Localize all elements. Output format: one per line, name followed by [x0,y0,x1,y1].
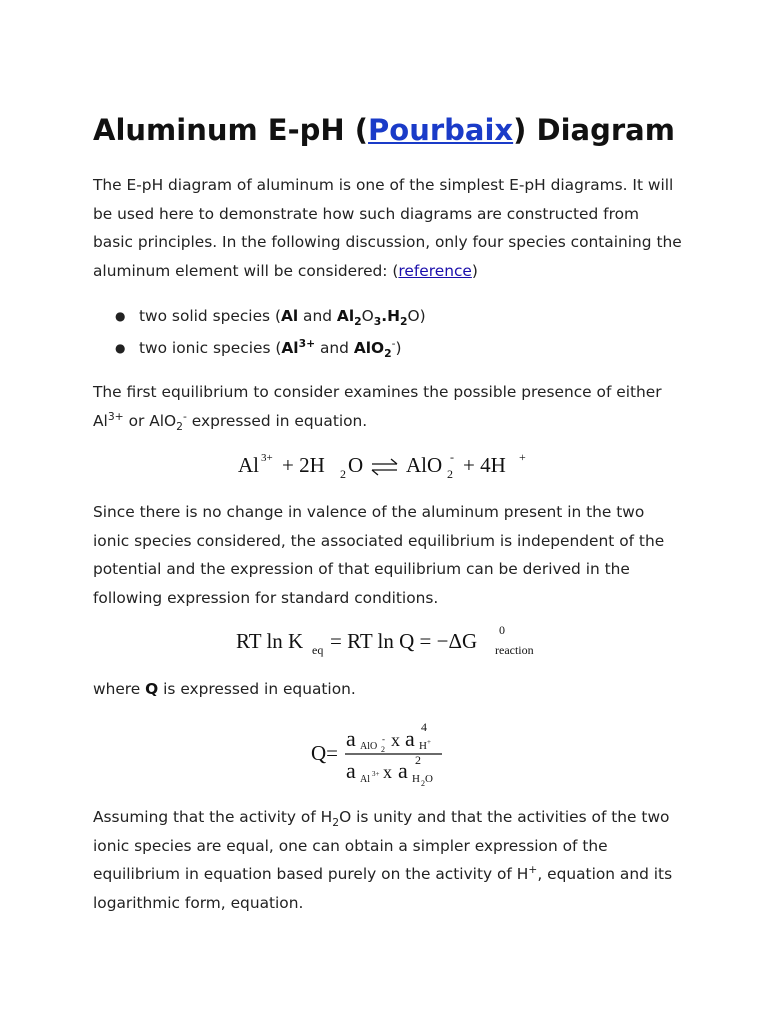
eq1-o: O [348,453,364,477]
p4-b: O is unity and that the activities of the two ionic species are equal, one can obtain a simpler expression of the equilibrium in equation based purely on the activity of H [93,808,670,883]
p4-a: Assuming that the activity of H [93,808,333,826]
and-text: and [315,339,354,357]
equation-2-svg [224,618,544,664]
eq3-a1: a [346,726,356,751]
sup-minus: - [391,336,396,350]
intro-text: The E-pH diagram of aluminum is one of the simplest E-pH diagrams. It will be used here to demonstrate how such diagrams are constructed from basic principles. In the following discussion, only four species containing the aluminum element will be considered: ( [93,176,682,280]
eq3-a1-sup: - [382,734,385,744]
eq1-h-sup: + [519,450,526,464]
eq3-a3-sub: Al [360,774,370,785]
intro-close: ) [471,261,478,280]
eq2-sup-zero: 0 [499,623,505,637]
sub-2: 2 [384,347,392,361]
p1-b: or AlO [123,411,177,430]
al-label: Al [280,307,299,325]
p1-sub: 2 [176,419,183,433]
eq3-a4-sub2: 2 [421,779,425,788]
eq3-a2-sub: H [419,740,427,752]
eq3-a3-subsup: 3+ [372,770,380,778]
p4-c: , equation and its logarithmic form, equation. [93,865,673,912]
bullet-icon: ● [115,309,126,323]
eq3-a1-sub2: 2 [381,745,385,754]
equation-3-svg [309,716,459,794]
al2-text: Al [336,307,355,325]
o-close-text: O) [407,307,426,325]
o-text: O [361,307,374,325]
p1-c: expressed in equation. [186,411,368,430]
p4-sub: 2 [332,816,340,830]
eq2-lhs: RT ln K [236,629,304,653]
eq3-a2-subsup: + [427,738,431,746]
title-prefix: Aluminum E-pH ( [93,113,369,147]
intro-paragraph [93,171,683,285]
eq3-a2-sup: 4 [421,720,427,734]
eq1-al: Al [238,453,259,477]
eq3-a3: a [346,758,356,783]
reference-link[interactable]: reference [398,261,472,280]
paragraph-where-q [93,675,683,704]
al2o3-label [336,307,362,329]
close-paren: ) [395,339,402,357]
eq2-mid: = RT ln Q = −ΔG [330,629,478,653]
equation-1 [0,446,768,486]
eq3-a4-sup: 2 [415,753,421,767]
p1-a: The first equilibrium to consider examines the possible presence of either Al [93,383,662,430]
p3-a: where [93,680,146,698]
solid-text: two solid species ( [139,307,281,325]
pourbaix-link[interactable]: Pourbaix [368,113,514,147]
alo-text: AlO [353,339,385,357]
equation-1-svg [234,446,534,486]
eq3-a4-sub: H [412,773,420,785]
sub-2: 2 [354,315,362,329]
eq3-a2: a [405,726,415,751]
eq3-a4: a [398,758,408,783]
eq1-plus-4h: + 4H [463,453,506,477]
ionic-text: two ionic species ( [139,339,282,357]
and-text: and [298,307,337,325]
bullet-icon: ● [115,341,126,355]
eq3-q: Q= [311,741,339,765]
paragraph-valence: Since there is no change in valence of the aluminum present in the two ionic species considered, the associated equilibrium is independent of the potential and the expression of that equilibrium can be derived in the following expression for standard conditions. [93,503,665,607]
list-item-solid-species [93,300,683,332]
equilibrium-arrows-icon [372,459,397,475]
eq2-reaction-sub: reaction [495,643,534,657]
page-title [93,108,675,152]
eq3-a1-sub: AlO [360,741,378,752]
paragraph-first-equilibrium [93,378,683,435]
eq1-h-sub: 2 [340,467,346,481]
eq1-alo-sup: - [450,450,454,464]
eq1-alo-sub: 2 [447,467,453,481]
h2o-bold [373,307,408,329]
eq3-a4-sub3: O [425,773,433,785]
eq2-eq-sub: eq [312,643,324,657]
alo2-label [353,339,392,361]
p3-b: is expressed in equation. [158,680,356,698]
sub-3: 3 [373,315,382,329]
sup-3plus: 3+ [298,336,316,350]
al-text: Al [281,339,299,357]
species-list [93,300,683,364]
al3-label [281,336,316,357]
eq1-al-sup: 3+ [261,452,273,464]
list-item-ionic-species [93,332,683,364]
p4-sup: + [528,862,538,876]
p1-sup: 3+ [107,409,124,423]
eq1-plus-2h: + 2H [282,453,325,477]
equation-3 [0,716,768,794]
equation-2 [0,618,768,664]
eq1-alo: AlO [406,453,443,477]
paragraph-assuming [93,803,683,917]
dot-h-text: .H [381,307,400,325]
p1-sup2: - [183,409,187,423]
eq3-x1: x [391,730,400,750]
sub-2b: 2 [399,315,408,329]
q-bold: Q [145,680,159,698]
eq3-x2: x [383,762,392,782]
title-suffix: ) Diagram [513,113,675,147]
